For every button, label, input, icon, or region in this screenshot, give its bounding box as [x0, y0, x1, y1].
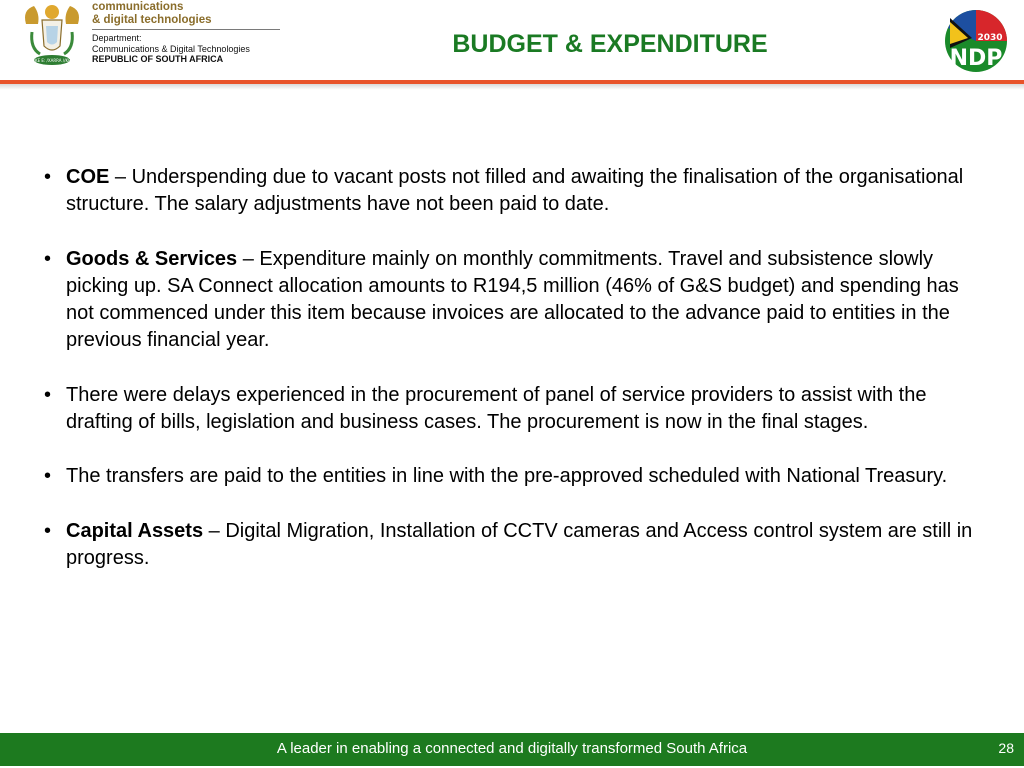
slide-footer	[0, 733, 1024, 766]
svg-text:!KE E: /XARRA //KE: !KE E: /XARRA //KE	[33, 58, 71, 63]
bullet-item	[44, 246, 984, 355]
dept-label: Department:	[92, 33, 142, 43]
slide-header	[0, 0, 1024, 80]
brand-line-1: communications	[92, 1, 184, 13]
bullet-item	[44, 463, 984, 490]
bullet-list	[44, 164, 984, 599]
bullet-text: There were delays experienced in the procurement of panel of service providers to assist with the drafting of bills, legislation and business cases. The procurement is now in the final stages.	[66, 383, 927, 434]
bullet-term: Capital Assets	[66, 519, 204, 542]
brand-line-2: & digital technologies	[92, 14, 212, 26]
bullet-term: COE	[66, 166, 110, 188]
page-number: 28	[998, 740, 1014, 756]
bullet-item	[44, 382, 984, 437]
dept-name: Communications & Digital Technologies	[92, 43, 250, 54]
bullet-term: Goods & Services	[66, 247, 238, 270]
slide-title: BUDGET & EXPENDITURE	[452, 30, 768, 58]
bullet-item	[44, 518, 984, 573]
bullet-text: – Underspending due to vacant posts not filled and awaiting the finalisation of the organisational structure. The salary adjustments have not been paid to date.	[66, 166, 964, 216]
ndp-2030-logo-icon	[942, 8, 1010, 74]
bullet-item	[44, 164, 984, 219]
country-name: REPUBLIC OF SOUTH AFRICA	[92, 54, 224, 64]
ndp-year: 2030	[977, 33, 1003, 43]
header-shadow	[0, 84, 1024, 90]
footer-tagline: A leader in enabling a connected and digitally transformed South Africa	[276, 740, 748, 757]
bullet-text: – Expenditure mainly on monthly commitments. Travel and subsistence slowly picking up. SA Connect allocation amounts to R194,5 million (46% of G&S budget) and spending has not commenced under this item because invoices are allocated to the advance paid to entities in the previous financial year.	[66, 247, 959, 352]
coat-of-arms-icon	[20, 2, 84, 68]
department-identity	[92, 1, 282, 65]
bullet-text: The transfers are paid to the entities in line with the pre-approved scheduled with National Treasury.	[66, 465, 948, 488]
brand-divider	[92, 29, 280, 30]
bullet-text: – Digital Migration, Installation of CCTV cameras and Access control system are still in progress.	[66, 519, 973, 569]
ndp-text: NDP	[949, 46, 1003, 71]
